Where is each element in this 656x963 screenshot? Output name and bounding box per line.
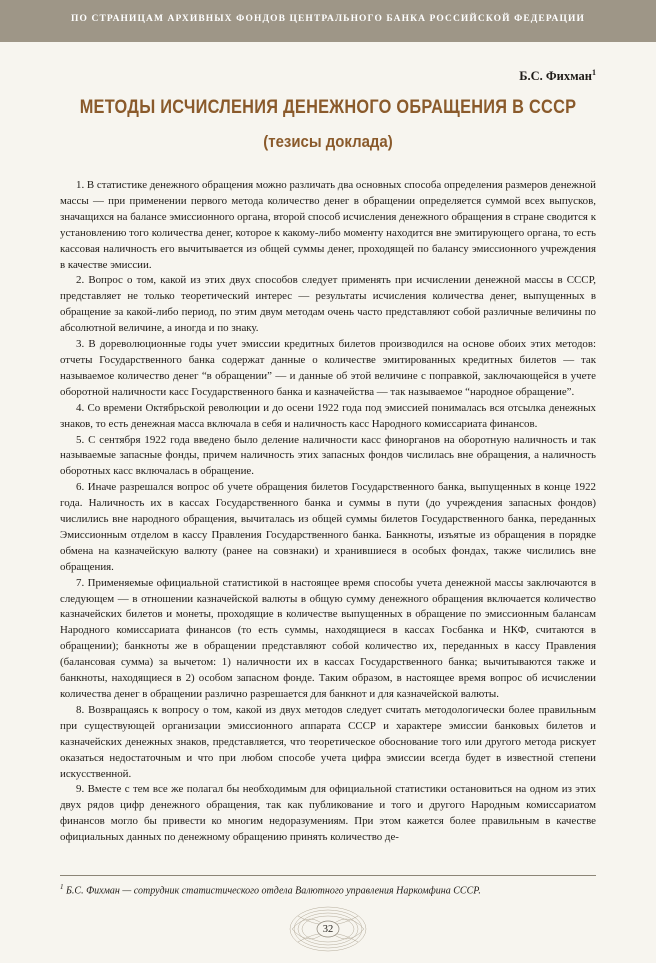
author-footnote-mark: 1 xyxy=(592,68,596,77)
footnote-text: Б.С. Фихман — сотрудник статистического отдела Валютного управления Наркомфина СССР. xyxy=(66,885,481,897)
author-name: Б.С. Фихман xyxy=(519,69,592,84)
footnote-mark: 1 xyxy=(60,883,64,891)
footnote-divider xyxy=(60,875,596,876)
paragraph: 4. Со времени Октябрьской революции и до осени 1922 года под эмиссией понималась вся отсылка денежных знаков, то есть денежная масса включала в себя и наличность касс Народного комиссариата финансов. xyxy=(60,401,596,430)
author-line xyxy=(519,68,596,84)
article-title: МЕТОДЫ ИСЧИСЛЕНИЯ ДЕНЕЖНОГО ОБРАЩЕНИЯ В СССР xyxy=(79,97,577,118)
article-subtitle: (тезисы доклада) xyxy=(263,132,393,151)
page-number: 32 xyxy=(322,924,334,935)
running-header xyxy=(0,0,656,42)
paragraph: 1. В статистике денежного обращения можно различать два основных способа определения размеров денежной массы — при применении первого метода количество денег в обращении определяется суммой всех выпусков, значащихся на балансе эмиссионного органа, второй способ исчисления денежного обращения в стране сводится к установлению того количества денег, которое к какому-либо моменту находится вне эмитирующего органа, то есть кассовая наличность его вычитывается из общей суммы денег, проходящей по балансу эмиссионного учреждения в качестве эмиссии. xyxy=(60,179,596,271)
paragraph: 9. Вместе с тем все же полагал бы необходимым для официальной статистики остановиться на одном из этих двух рядов цифр денежного обращения, так как публикование и того и другого Народным комиссариатом финансов могло бы привести ко многим недоразумениям. При этом кажется более правильным в качестве официальных данных по денежному обращению принять количество де- xyxy=(60,783,596,844)
paragraph: 2. Вопрос о том, какой из этих двух способов следует применять при исчислении денежной массы в СССР, представляет не только теоретический интерес — результаты исчисления количества денег, выпущенных в обращение за какой-либо период, по этим двум методам очень часто представляют собой различные величины по абсолютной величине, а иногда и по знаку. xyxy=(60,274,596,335)
paragraph: 5. С сентября 1922 года введено было деление наличности касс финорганов на оборотную наличность и так называемые запасные фонды, причем наличность этих запасных фондов числилась вне обращения, а наличность оборотных касс включалась в обращение. xyxy=(60,433,596,478)
paragraph: 6. Иначе разрешался вопрос об учете обращения билетов Государственного банка, выпущенных в конце 1922 года. Наличность их в кассах Государственного банка и суммы в пути (до учреждения запасных фондов) числились вне народного обращения, вычиталась из общей суммы билетов Государственного банка, переданных Эмиссионным отделом в кассу Правления Государственного банка. Банкноты, изъятые из обращения в порядке обмена на казначейскую валюту (ранее на совзнаки) и хранившиеся в особых фондах, также числились вне обращения. xyxy=(60,481,596,573)
footnote xyxy=(60,880,596,898)
article-body xyxy=(60,178,596,846)
running-header-text: ПО СТРАНИЦАМ АРХИВНЫХ ФОНДОВ ЦЕНТРАЛЬНОГО БАНКА РОССИЙСКОЙ ФЕДЕРАЦИИ xyxy=(71,14,585,24)
paragraph: 3. В дореволюционные годы учет эмиссии кредитных билетов производился на основе обоих этих методов: отчеты Государственного банка содержат данные о количестве эмитированных кредитных билетов — так называемое количество денег “в обращении” — и данные об этой величине с поправкой, заключающейся в учете оборотной наличности касс Государственного банка и казначейства — так называемое “народное обращение”. xyxy=(60,338,596,398)
paragraph: 7. Применяемые официальной статистикой в настоящее время способы учета денежной массы заключаются в следующем — в отношении казначейской валюты в общую сумму денежного обращения включается количество казначейских билетов и монеты, проходящие в количестве выпущенных в обращение по эмиссионным балансам Народного комиссариата финансов (то есть суммы, находящиеся в кассах Госбанка и НКФ, считаются в обращении); банкноты же в обращении представляют собой количество их, переданных в кассу Правления (балансовая сумма) за вычетом: 1) наличности их в кассах Государственного банка; вычитываются также и банкноты, находящиеся в 2) особом запасном фонде. Таким образом, в настоящее время вопрос об исчислении количества денег в обращении различно разрешается для банкнот и для казначейской валюты. xyxy=(60,576,596,700)
paragraph: 8. Возвращаясь к вопросу о том, какой из двух методов следует считать методологически более правильным при существующей организации эмиссионного аппарата СССР и характере эмиссии банковых билетов и казначейских денежных знаков, представляется, что теоретическое обоснование того или другого метода рискует оказаться недостаточным и что при любом способе учета цифра эмиссии всегда будет в известной степени искусственной. xyxy=(60,703,596,780)
